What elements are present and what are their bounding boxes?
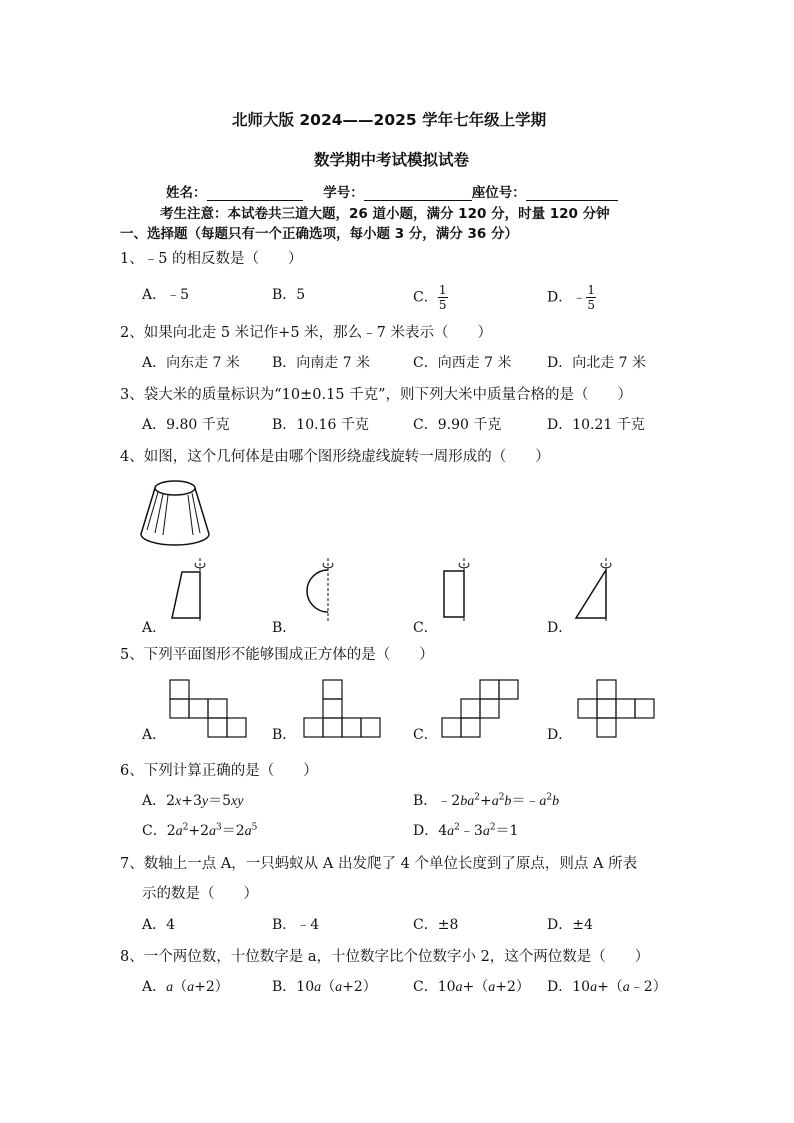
- semicircle-rotation-figure: [298, 556, 348, 622]
- exam-notice: 考生注意：本试卷共三道大题，26 道小题，满分 120 分，时量 120 分钟: [160, 206, 610, 222]
- question-2-stem: 2、如果向北走 5 米记作+5 米，那么﹣7 米表示（ ）: [120, 325, 492, 341]
- q8-option-d: D．10a+（a﹣2）: [547, 979, 667, 995]
- seat-field[interactable]: [526, 186, 618, 201]
- fraction: $\frac{1}{5}$: [438, 283, 447, 312]
- q7-option-d: D．±4: [547, 917, 593, 933]
- q1-option-b: B．5: [272, 287, 306, 303]
- question-1-stem: 1、﹣5 的相反数是（ ）: [120, 251, 303, 267]
- q2-option-d: D．向北走 7 米: [547, 355, 647, 371]
- q3-option-b: B．10.16 千克: [272, 417, 369, 433]
- rectangle-rotation-figure: [436, 556, 486, 622]
- q3-option-d: D．10.21 千克: [547, 417, 645, 433]
- q8-option-b: B．10a（a+2）: [272, 979, 377, 995]
- fraction: $\frac{1}{5}$: [587, 283, 596, 312]
- question-7-stem-line1: 7、数轴上一点 A，一只蚂蚁从 A 出发爬了 4 个单位长度到了原点，则点 A 所表: [120, 856, 638, 872]
- q6-option-b: B．$﹣2ba^2+a^2b=﹣a^2b$: [413, 792, 560, 809]
- q3-option-a: A．9.80 千克: [142, 417, 230, 433]
- q7-option-a: A．4: [142, 917, 176, 933]
- trapezoid-rotation-figure: [168, 556, 218, 622]
- q3-option-c: C．9.90 千克: [413, 417, 502, 433]
- q4-option-a: A．: [142, 620, 167, 636]
- q2-option-c: C．向西走 7 米: [413, 355, 512, 371]
- q5-option-b: B．: [272, 727, 297, 743]
- question-5-stem: 5、下列平面图形不能够围成正方体的是（ ）: [120, 647, 434, 663]
- q1-option-a: A．﹣5: [142, 287, 190, 303]
- q7-option-c: C．±8: [413, 917, 459, 933]
- q8-option-c: C．10a+（a+2）: [413, 979, 530, 995]
- cube-net-c-figure: [440, 678, 520, 738]
- student-info-row: [166, 181, 618, 201]
- q5-option-c: C．: [413, 727, 438, 743]
- q6-option-a: A．2x+3y＝5xy: [142, 793, 244, 809]
- id-field[interactable]: [364, 186, 472, 201]
- name-field[interactable]: [207, 186, 303, 201]
- page-subtitle: 数学期中考试模拟试卷: [314, 151, 470, 169]
- question-4-stem: 4、如图，这个几何体是由哪个图形绕虚线旋转一周形成的（ ）: [120, 449, 550, 465]
- q2-option-a: A．向东走 7 米: [142, 355, 240, 371]
- q4-option-c: C．: [413, 620, 438, 636]
- q7-option-b: B．﹣4: [272, 917, 320, 933]
- q2-option-b: B．向南走 7 米: [272, 355, 371, 371]
- question-6-stem: 6、下列计算正确的是（ ）: [120, 763, 318, 779]
- q1-option-d: D．﹣ $\frac{1}{5}$: [547, 283, 596, 312]
- seat-label: 座位号：: [471, 185, 526, 201]
- section-heading: 一、选择题（每题只有一个正确选项，每小题 3 分，满分 36 分）: [120, 226, 518, 242]
- question-8-stem: 8、一个两位数，十位数字是 a，十位数字比个位数字小 2，这个两位数是（ ）: [120, 949, 650, 965]
- page-title: 北师大版 2024——2025 学年七年级上学期: [232, 111, 547, 129]
- name-label: 姓名：: [166, 185, 207, 201]
- q8-option-a: A．a（a+2）: [142, 979, 229, 995]
- question-3-stem: 3、袋大米的质量标识为“10±0.15 千克”，则下列大米中质量合格的是（ ）: [120, 387, 633, 403]
- cube-net-a-figure: [168, 678, 248, 738]
- q6-option-c: C．$2a^2+2a^3=2a^5$: [142, 822, 258, 839]
- cube-net-b-figure: [302, 678, 382, 738]
- question-7-stem-line2: 示的数是（ ）: [142, 886, 258, 902]
- q1-option-c: C． $\frac{1}{5}$: [413, 283, 447, 312]
- q5-option-d: D．: [547, 727, 573, 743]
- q4-option-d: D．: [547, 620, 573, 636]
- q4-option-b: B．: [272, 620, 297, 636]
- q5-option-a: A．: [142, 727, 167, 743]
- triangle-rotation-figure: [570, 556, 620, 622]
- id-label: 学号：: [323, 185, 364, 201]
- q6-option-d: D．$4a^2﹣3a^2=1$: [413, 822, 519, 839]
- cube-net-d-figure: [576, 678, 656, 738]
- frustum-solid-figure: [138, 478, 213, 550]
